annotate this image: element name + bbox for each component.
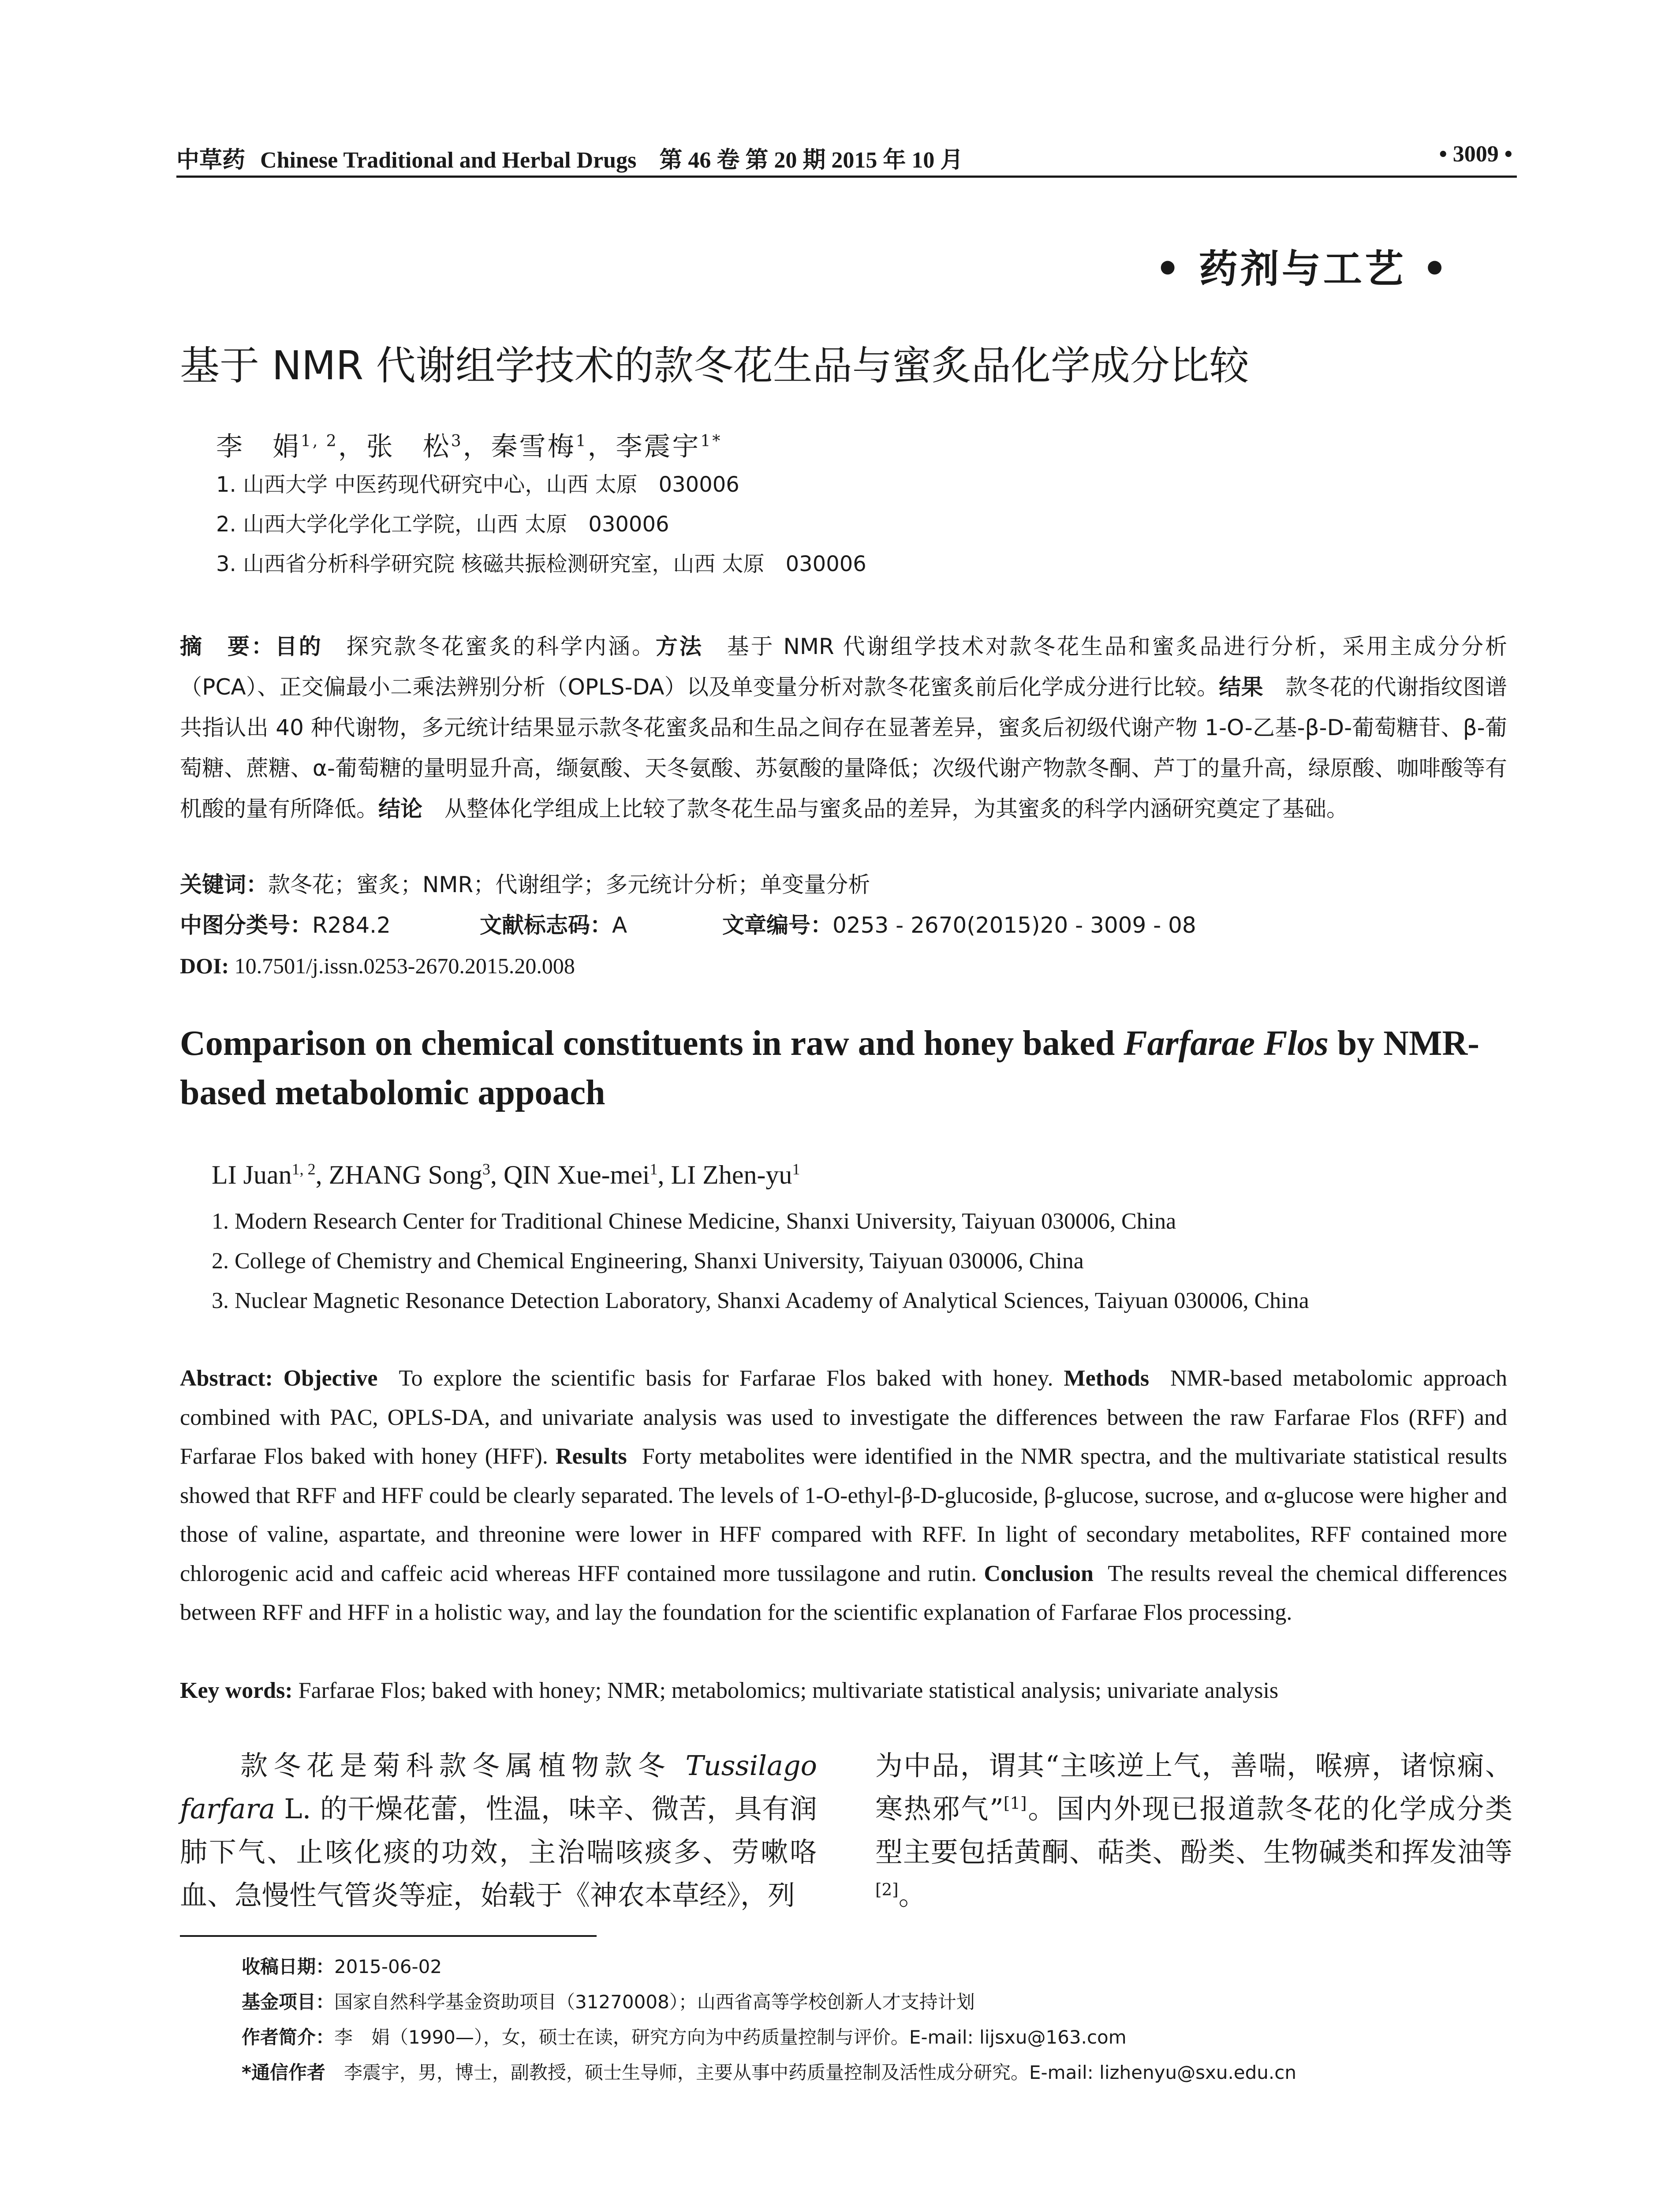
methods-text: 基于 NMR 代谢组学技术对款冬花生品和蜜炙品进行分析，采用主成分分析（PCA）、正交偏最小二乘法辨别分析（OPLS-DA）以及单变量分析对款冬花蜜炙前后化学成分进行比较。	[180, 634, 1508, 700]
author-name: 李 娟	[216, 431, 301, 462]
author-affiliation-mark: 3	[451, 432, 463, 450]
body-text: 为中品，谓其“主咳逆上气，善喘，喉痹，诸惊痫、寒热邪气”	[875, 1749, 1512, 1825]
objective-text: To explore the scientific basis for Farfarae Flos baked with honey.	[399, 1366, 1053, 1391]
doi-line	[180, 946, 575, 986]
authors-chinese: 李 娟$^{1, 2}$，张 松$^3$，秦雪梅$^1$，李震宇$^{1*}$	[216, 431, 722, 462]
article-label: 文章编号：	[722, 912, 833, 938]
footnotes	[242, 1949, 1296, 2090]
clc-number	[180, 905, 391, 946]
abstract-english	[180, 1359, 1507, 1633]
author-name: ZHANG Song	[329, 1160, 482, 1189]
reference-mark[interactable]: [2]	[875, 1880, 899, 1899]
title-chinese: 基于 NMR 代谢组学技术的款冬花生品与蜜炙品化学成分比较	[180, 343, 1249, 389]
methods-label: Methods	[1064, 1366, 1150, 1391]
body-text: 。国内外现已报道款冬花的化学成分类型主要包括黄酮、萜类、酚类、生物碱类和挥发油等	[875, 1793, 1512, 1868]
reference-mark[interactable]: [1]	[1003, 1793, 1027, 1813]
author-affiliation-mark: 3	[482, 1160, 490, 1178]
footnote-funding	[242, 1984, 1296, 2020]
results-label: Results	[555, 1444, 627, 1469]
journal-info	[176, 141, 963, 174]
authors-english: LI Juan$^{1, 2}$, ZHANG Song$^3$, QIN Xue-mei$^1$, LI Zhen-$yu^1$	[212, 1160, 800, 1189]
author-name: 张 松	[366, 431, 451, 462]
doc-label: 文献标志码：	[480, 912, 612, 938]
keywords-text: Farfarae Flos; baked with honey; NMR; metabolomics; multivariate statistical analysis; univariate analysis	[298, 1678, 1279, 1703]
methods-text: NMR-based metabolomic approach combined with PAC, OPLS-DA, and univariate analysis was used to investigate the differences between the raw Farfarae Flos (RFF) and Farfarae Flos baked with honey (HFF).	[180, 1366, 1508, 1469]
results-label: 结果	[1219, 674, 1263, 700]
author-affiliation-mark: 1	[575, 432, 588, 450]
footnote-label: 基金项目：	[242, 1991, 335, 2013]
keywords-label: 关键词：	[180, 872, 268, 897]
clc-label: 中图分类号：	[180, 912, 312, 938]
keywords-chinese	[180, 864, 870, 905]
affiliation-cn-1: 1. 山西大学 中医药现代研究中心，山西 太原 030006	[216, 472, 739, 497]
keywords-english	[180, 1671, 1278, 1710]
author-affiliation-mark: 1	[792, 1160, 800, 1178]
footnote-divider	[180, 1935, 597, 1937]
title-en-species: Farfarae Flos	[1124, 1024, 1329, 1063]
footnote-received	[242, 1949, 1296, 1984]
objective-text: 探究款冬花蜜炙的科学内涵。	[346, 634, 656, 659]
conclusion-label: 结论	[378, 796, 422, 822]
methods-label: 方法	[655, 634, 703, 659]
affiliation-cn-3: 3. 山西省分析科学研究院 核磁共振检测研究室，山西 太原 030006	[216, 552, 866, 576]
author-affiliation-mark: 1	[650, 1160, 658, 1178]
conclusion-text: The results reveal the chemical differences between RFF and HFF in a holistic way, and lay the foundation for the scientific explanation of Farfarae Flos processing.	[180, 1561, 1508, 1625]
objective-label: Objective	[283, 1366, 378, 1391]
doi-label: DOI:	[180, 953, 229, 978]
clc-value: R284.2	[312, 912, 391, 938]
conclusion-text: 从整体化学组成上比较了款冬花生品与蜜炙品的差异，为其蜜炙的科学内涵研究奠定了基础。	[444, 796, 1348, 822]
author-affiliation-mark: 1*	[700, 432, 722, 450]
running-header	[176, 140, 1517, 178]
author-name: LI Juan	[212, 1160, 292, 1189]
author-name: 李震宇	[616, 431, 701, 462]
conclusion-label: Conclusion	[984, 1561, 1094, 1586]
footnote-label: *通信作者	[242, 2062, 325, 2083]
author-name: LI Zhen-yu	[671, 1160, 792, 1189]
footnote-label: 收稿日期：	[242, 1956, 335, 1977]
body-text: 款冬花是菊科款冬属植物款冬	[235, 1749, 686, 1782]
footnote-label: 作者简介：	[242, 2026, 335, 2048]
abstract-label: Abstract:	[180, 1366, 273, 1391]
doi-value[interactable]: 10.7501/j.issn.0253-2670.2015.20.008	[234, 953, 575, 978]
article-number	[722, 905, 1196, 946]
title-en-part2: by NMR-based metabolomic appoach	[180, 1024, 1479, 1112]
author-name: QIN Xue-mei	[503, 1160, 650, 1189]
body-column-left	[180, 1744, 817, 1917]
footnote-author-bio	[242, 2020, 1296, 2055]
affiliation-cn-2: 2. 山西大学化学化工学院，山西 太原 030006	[216, 512, 669, 537]
doc-value: A	[612, 912, 627, 938]
footnote-text: 李 娟（1990—），女，硕士在读，研究方向为中药质量控制与评价。E-mail: lijsxu@163.com	[334, 2026, 1127, 2048]
body-column-right	[875, 1744, 1512, 1917]
affiliation-en-3: 3. Nuclear Magnetic Resonance Detection Laboratory, Shanxi Academy of Analytical Sciences, Taiyuan 030006, China	[212, 1288, 1309, 1313]
author-affiliation-mark: 1, 2	[301, 432, 338, 450]
species-name: Tussilago farfara	[180, 1749, 817, 1825]
keywords-label: Key words:	[180, 1678, 293, 1703]
document-code	[480, 905, 627, 946]
objective-label: 目的	[275, 634, 323, 659]
abstract-label: 摘 要：	[180, 634, 275, 659]
author-name: 秦雪梅	[491, 431, 576, 462]
journal-volume-issue: Chinese Traditional and Herbal Drugs 第 46 卷 第 20 期 2015 年 10 月	[260, 148, 963, 173]
journal-name-cn: 中草药	[176, 146, 246, 173]
footnote-text: 李震宇，男，博士，副教授，硕士生导师，主要从事中药质量控制及活性成分研究。E-mail: lizhenyu@sxu.edu.cn	[325, 2062, 1296, 2083]
body-text: 。	[898, 1879, 926, 1911]
keywords-text: 款冬花；蜜炙；NMR；代谢组学；多元统计分析；单变量分析	[268, 872, 870, 897]
abstract-chinese	[180, 626, 1507, 829]
page-number: • 3009 •	[1439, 142, 1512, 167]
article-value: 0253 - 2670(2015)20 - 3009 - 08	[833, 912, 1196, 938]
results-text: 款冬花的代谢指纹图谱共指认出 40 种代谢物，多元统计结果显示款冬花蜜炙品和生品之间存在显著差异，蜜炙后初级代谢产物 1-O-乙基-β-D-葡萄糖苷、β-葡萄糖、蔗糖、α-葡萄糖的量明显升高，缬氨酸、天冬氨酸、苏氨酸的量降低；次级代谢产物款冬酮、芦丁的量升高，绿原酸、咖啡酸等有机酸的量有所降低。	[180, 674, 1508, 822]
affiliation-en-1: 1. Modern Research Center for Traditional Chinese Medicine, Shanxi University, Taiyuan 030006, China	[212, 1209, 1176, 1234]
footnote-text: 国家自然科学基金资助项目（31270008）；山西省高等学校创新人才支持计划	[334, 1991, 975, 2013]
results-text: Forty metabolites were identified in the NMR spectra, and the multivariate statistical results showed that RFF and HFF could be clearly separated. The levels of 1-O-ethyl-β-D-glucoside, β-glucose, sucrose, and α-glucose were higher and those of valine, aspartate, and threonine were lower in HFF compared with RFF. In light of secondary metabolites, RFF contained more chlorogenic acid and caffeic acid whereas HFF contained more tussilagone and rutin.	[180, 1444, 1508, 1586]
section-heading: • 药剂与工艺 •	[1155, 246, 1450, 292]
title-english	[180, 1019, 1512, 1117]
body-text: L. 的干燥花蕾，性温，味辛、微苦，具有润肺下气、止咳化痰的功效，主治喘咳痰多、劳嗽咯血、急慢性气管炎等症，始载于《神农本草经》，列	[180, 1793, 817, 1911]
footnote-corresponding-author	[242, 2055, 1296, 2090]
classification-row	[180, 905, 1507, 946]
affiliation-en-2: 2. College of Chemistry and Chemical Engineering, Shanxi University, Taiyuan 030006, China	[212, 1248, 1084, 1274]
footnote-text: 2015-06-02	[334, 1956, 442, 1977]
author-affiliation-mark: 1, 2	[291, 1160, 316, 1178]
title-en-part1: Comparison on chemical constituents in raw and honey baked	[180, 1024, 1124, 1063]
